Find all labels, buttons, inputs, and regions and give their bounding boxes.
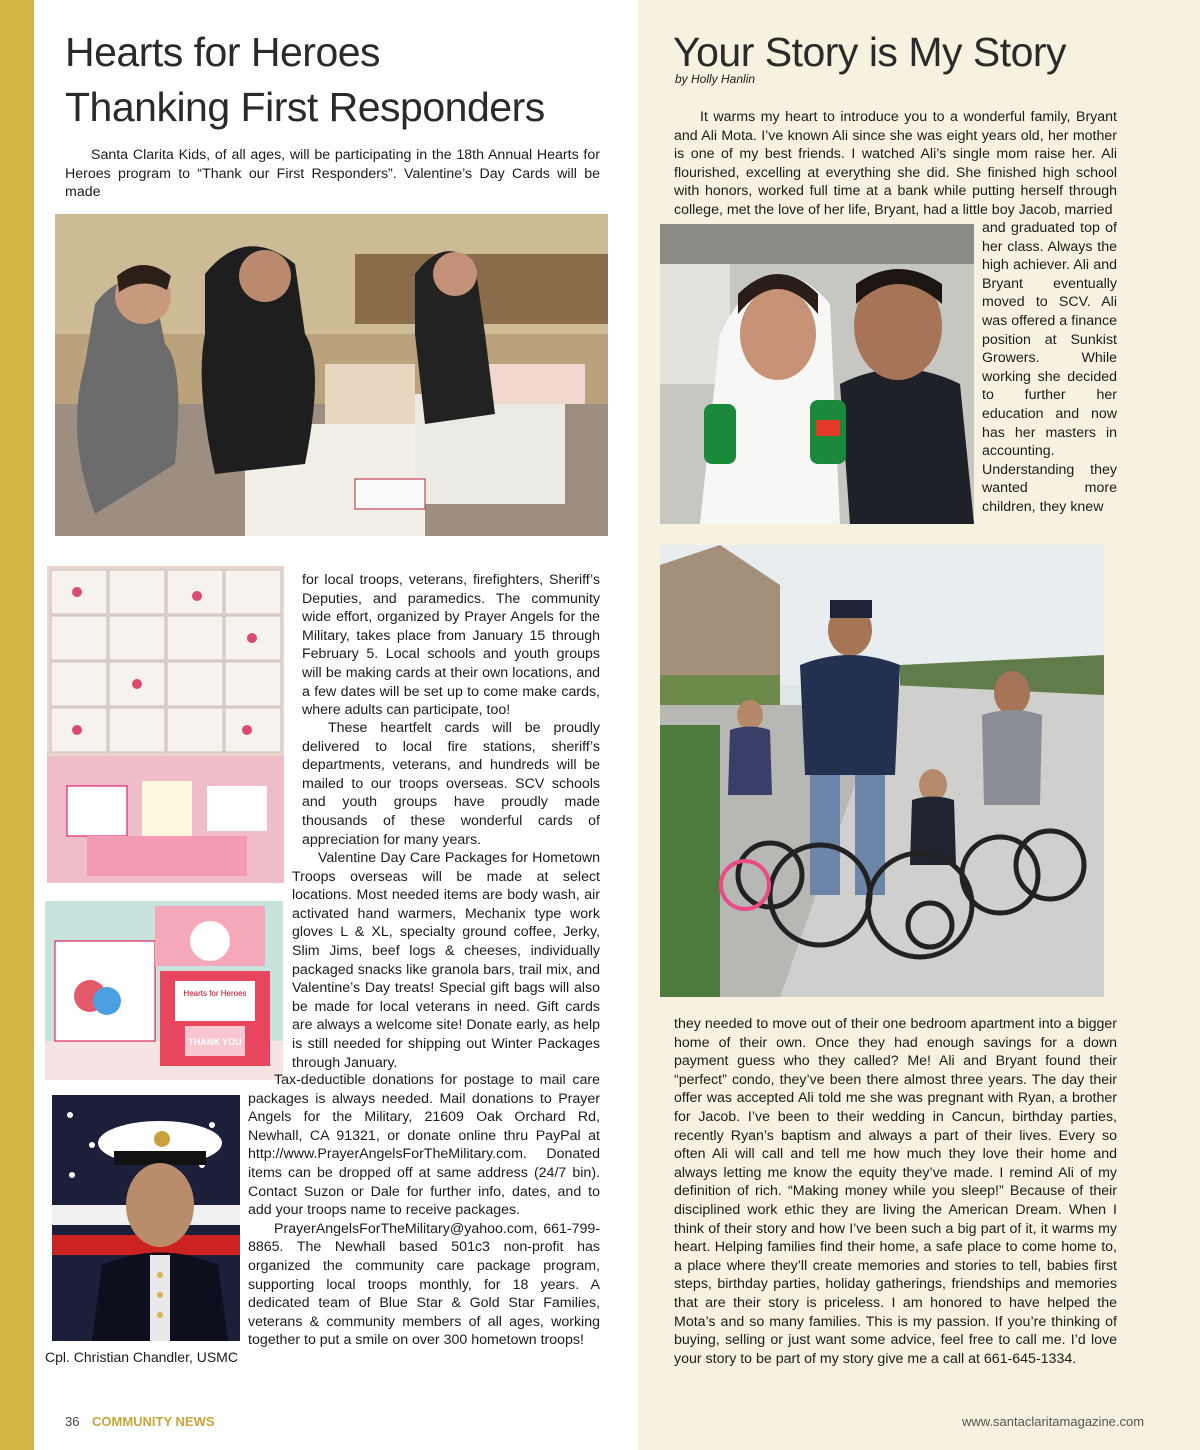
left-wide-paragraph-2: PrayerAngelsForTheMilitary@yahoo.com, 661-799-8865. The Newhall based 501c3 non-profit has organized the community care package program, supporting local troops monthly, for 18 years. A dedicated team of Blue Star & Gold Star Families, veterans & community members of all ages, working together to put a smile on over 300 hometown troops! [248,1220,600,1349]
left-intro: Santa Clarita Kids, of all ages, will be participating in the 18th Annual Hearts for Heroes program to “Thank our First Responders”. Valentine’s Day Cards will be made [65,147,600,201]
left-wide-paragraph-1: Tax-deductible donations for postage to mail care packages is always needed. Mail donations to Prayer Angels for the Military, 21609 Oak Orchard Rd, Newhall, CA 91321, or donate online thru PayPal at http://www.PrayerAngelsForTheMilitary.com. Donated items can be dropped off at same address (24/7 bin). Contact Suzon or Dale for further info, dates, and to add your troops name to receive packages. [248,1072,600,1219]
left-column-text-2 [302,719,600,849]
page-number: 36 [65,1414,80,1429]
card-sign-text: Hearts for Heroes [183,989,247,998]
website-url[interactable]: www.santaclaritamagazine.com [962,1414,1145,1429]
card-thank-you-text: THANK YOU [188,1037,242,1047]
wedding-selfie-photo [660,224,974,524]
left-title-line2: Thanking First Responders [65,84,545,130]
left-col-paragraph-1: for local troops, veterans, firefighters, Sheriff’s Deputies, and paramedics. The community wide effort, organized by Prayer Angels for the Military, takes place from January 15 through February 5. Local schools and youth groups will be making cards at their own locations, and a few dates will be set up to come make cards, where adults can participate, too! [302,572,600,719]
right-intro: It warms my heart to introduce you to a wonderful family, Bryant and Ali Mota. I’ve known Ali since she was eight years old, her mother is one of my best friends. I watched Ali’s single mom raise her. Ali flourished, excelling at everything she did. She finished high school with honors, worked full time at a bank while putting herself through college, met the love of her life, Bryant, had a little boy Jacob, married [674,109,1117,218]
left-title-line1: Hearts for Heroes [65,29,381,75]
right-bottom-text: they needed to move out of their one bedroom apartment into a bigger home of their own. Once they had enough savings for a down payment guess who they called? Me! Ali and Bryant found their “perfect” condo, they’ve been there almost three years. The day their offer was accepted Ali told me she was pregnant with Ryan, a brother for Jacob. I’ve been to their wedding in Cancun, birthday parties, recently Ryan’s baptism and always a part of their lives. Every so often Ali will call and tell me how much they love their home and always letting me know the equity they’ve made. I remind Ali of my definition of rich. “Making money while you sleep!” Because of their disciplined work ethic they are living the American Dream. When I think of their story and how I’ve been such a big part of it, it warms my heart. Helping families find their home, a safe place to come home to, a place where they’ll create memories and stories to tell, babies first steps, birthday parties, holiday gatherings, friendships and memories that are their story is priceless. I am honored to have helped the Mota’s and so many families. This is my passion. If you’re thinking of buying, selling or just want some advice, feel free to call me. I’d love your story to be part of my story give me a call at 661-645-1334. [674,1016,1117,1367]
valentine-cards-photo [45,901,283,1080]
left-column-text [302,571,600,720]
byline: by Holly Hanlin [675,72,756,86]
right-side-text: and graduated top of her class. Always the high achiever. Ali and Bryant eventually moved to SCV. Ali was offered a finance position at Sunkist Growers. While working she decided to further her education and now has her masters in accounting. Understanding they wanted more children, they knew [982,220,1117,515]
marine-portrait-photo [52,1095,240,1341]
volunteers-packing-photo [55,214,608,536]
care-package-boxes-photo [47,566,284,883]
right-title: Your Story is My Story [673,29,1067,75]
left-column-text-3 [292,849,600,1072]
section-name: COMMUNITY NEWS [92,1414,215,1429]
left-col-paragraph-2: These heartfelt cards will be proudly delivered to local fire stations, sheriff’s departments, veterans, and hundreds will be mailed to our troops overseas. SCV schools and youth groups have proudly made thousands of these wonderful cards of appreciation for many years. [302,720,600,848]
family-bike-ride-photo [660,545,1104,997]
marine-photo-caption: Cpl. Christian Chandler, USMC [45,1349,238,1365]
left-wide-text [248,1071,600,1350]
gold-margin-stripe [0,0,34,1450]
left-col-paragraph-3: Valentine Day Care Packages for Hometown Troops overseas will be made at select locations. Most needed items are body wash, air activated hand warmers, Mechanix type work gloves L & XL, specialty ground coffee, Jerky, Slim Jims, beef logs & cheeses, individually packaged snacks like granola bars, trail mix, and Valentine’s Day treats! Special gift bags will also be made for local veterans in need. Gift cards are always a welcome site! Donate early, as help is still needed for shipping out Winter Packages through January. [292,850,600,1071]
